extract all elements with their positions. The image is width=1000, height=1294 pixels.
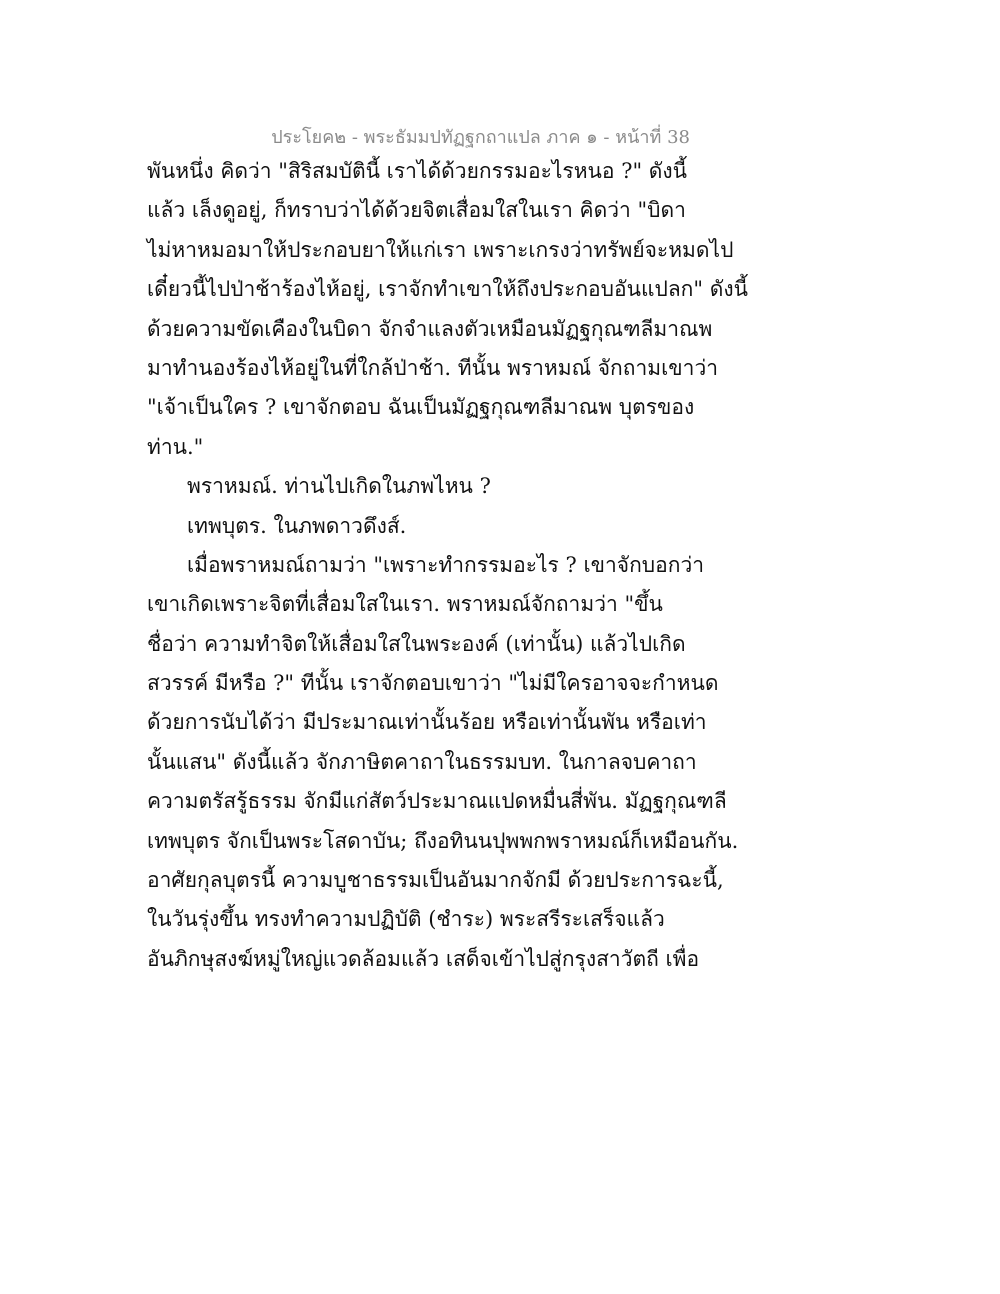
text-line: มาทำนองร้องไห้อยู่ในที่ใกล้ป่าช้า. ทีนั้น พราหมณ์ จักถามเขาว่า — [147, 355, 719, 380]
text-line: ท่าน." — [147, 434, 204, 459]
text-line: ความตรัสรู้ธรรม จักมีแก่สัตว์ประมาณแปดหมื่นสี่พัน. มัฏฐกุณฑลี — [147, 789, 727, 814]
dialogue-line-deva: เทพบุตร. ในภพดาวดึงส์. — [187, 513, 407, 538]
text-line: เขาเกิดเพราะจิตที่เสื่อมใสในเรา. พราหมณ์จักถามว่า "ขึ้น — [147, 592, 663, 617]
text-line: อันภิกษุสงฆ์หมู่ใหญ่แวดล้อมแล้ว เสด็จเข้าไปสู่กรุงสาวัตถี เพื่อ — [147, 946, 700, 971]
text-line: ด้วยการนับได้ว่า มีประมาณเท่านั้นร้อย หรือเท่านั้นพัน หรือเท่า — [147, 710, 707, 735]
body-text — [147, 152, 747, 979]
page-header: ประโยค๒ - พระธัมมปทัฏฐกถาแปล ภาค ๑ - หน้าที่ 38 — [271, 127, 690, 148]
text-line: ในวันรุ่งขึ้น ทรงทำความปฏิบัติ (ชำระ) พระสรีระเสร็จแล้ว — [147, 907, 665, 932]
text-line: นั้นแสน" ดังนี้แล้ว จักภาษิตคาถาในธรรมบท. ในกาลจบคาถา — [147, 749, 697, 774]
paragraph-start-line: เมื่อพราหมณ์ถามว่า "เพราะทำกรรมอะไร ? เขาจักบอกว่า — [187, 552, 705, 577]
text-line: ไม่หาหมอมาให้ประกอบยาให้แก่เรา เพราะเกรงว่าทรัพย์จะหมดไป — [147, 237, 734, 262]
dialogue-line-brahmin: พราหมณ์. ท่านไปเกิดในภพไหน ? — [187, 474, 491, 499]
text-line: สวรรค์ มีหรือ ?" ทีนั้น เราจักตอบเขาว่า "ไม่มีใครอาจจะกำหนด — [147, 671, 719, 696]
text-line: "เจ้าเป็นใคร ? เขาจักตอบ ฉันเป็นมัฏฐกุณฑลีมาณพ บุตรของ — [147, 395, 695, 420]
text-line: ชื่อว่า ความทำจิตให้เสื่อมใสในพระองค์ (เท่านั้น) แล้วไปเกิด — [147, 631, 686, 656]
text-line: ด้วยความขัดเคืองในบิดา จักจำแลงตัวเหมือนมัฏฐกุณฑลีมาณพ — [147, 316, 713, 341]
text-line: แล้ว เล็งดูอยู่, ก็ทราบว่าได้ด้วยจิตเสื่อมใสในเรา คิดว่า "บิดา — [147, 198, 686, 223]
text-line: เทพบุตร จักเป็นพระโสดาบัน; ถึงอทินนปุพพกพราหมณ์ก็เหมือนกัน. — [147, 828, 739, 853]
text-line: พันหนึ่ง คิดว่า "สิริสมบัตินี้ เราได้ด้วยกรรมอะไรหนอ ?" ดังนี้ — [147, 159, 688, 183]
text-line: อาศัยกุลบุตรนี้ ความบูชาธรรมเป็นอันมากจักมี ด้วยประการฉะนี้, — [147, 868, 724, 893]
text-line: เดี๋ยวนี้ไปป่าช้าร้องไห้อยู่, เราจักทำเขาให้ถึงประกอบอันแปลก" ดังนี้ — [147, 277, 748, 302]
